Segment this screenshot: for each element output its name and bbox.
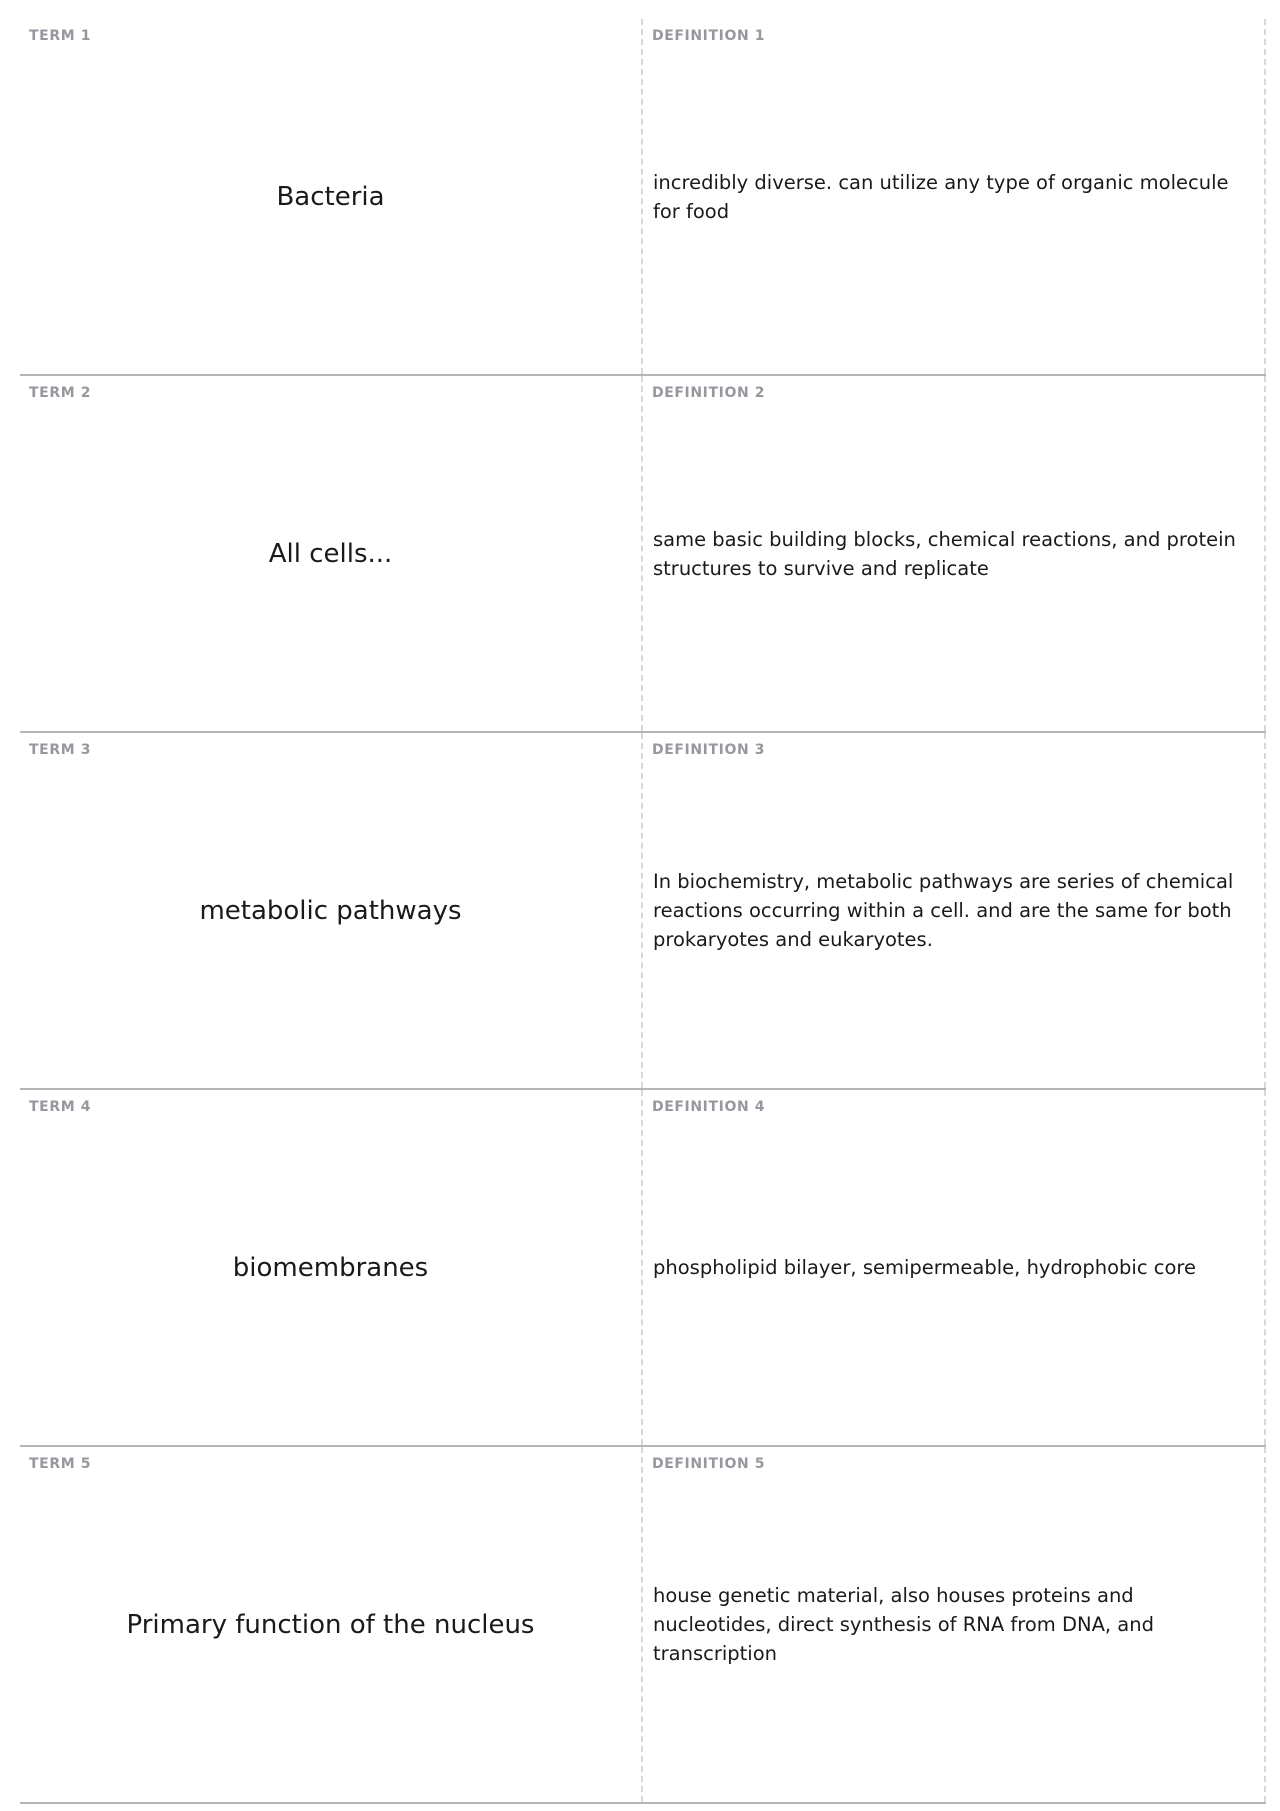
definition-label: DEFINITION 3 xyxy=(652,742,766,758)
term-text: metabolic pathways xyxy=(199,895,462,926)
term-text: All cells... xyxy=(268,538,393,569)
term-label: TERM 2 xyxy=(29,385,92,401)
term-cell xyxy=(20,19,643,374)
term-cell xyxy=(20,376,643,731)
definition-cell xyxy=(643,1447,1266,1802)
flashcard-sheet xyxy=(20,19,1266,1804)
definition-cell xyxy=(643,1090,1266,1445)
definition-text: same basic building blocks, chemical reactions, and protein structures to survive and replicate xyxy=(653,527,1236,580)
term-label: TERM 5 xyxy=(29,1456,92,1472)
definition-text: phospholipid bilayer, semipermeable, hydrophobic core xyxy=(653,1256,1196,1279)
term-text: Bacteria xyxy=(276,181,385,212)
flashcard-row xyxy=(20,376,1266,733)
term-cell xyxy=(20,1447,643,1802)
definition-text: house genetic material, also houses proteins and nucleotides, direct synthesis of RNA from DNA, and transcription xyxy=(653,1584,1154,1665)
term-label: TERM 1 xyxy=(29,28,92,44)
flashcard-row xyxy=(20,1447,1266,1804)
flashcard-row xyxy=(20,733,1266,1090)
definition-cell xyxy=(643,19,1266,374)
definition-text: In biochemistry, metabolic pathways are series of chemical reactions occurring within a cell. and are the same for both prokaryotes and eukaryotes. xyxy=(653,870,1234,951)
term-cell xyxy=(20,733,643,1088)
flashcard-row xyxy=(20,19,1266,376)
definition-text: incredibly diverse. can utilize any type of organic molecule for food xyxy=(653,170,1229,223)
definition-cell xyxy=(643,376,1266,731)
definition-label: DEFINITION 2 xyxy=(652,385,766,401)
definition-cell xyxy=(643,733,1266,1088)
term-text: Primary function of the nucleus xyxy=(126,1609,535,1640)
definition-label: DEFINITION 5 xyxy=(652,1456,766,1472)
term-label: TERM 4 xyxy=(29,1099,92,1115)
flashcard-row xyxy=(20,1090,1266,1447)
definition-label: DEFINITION 1 xyxy=(652,28,766,44)
term-cell xyxy=(20,1090,643,1445)
definition-label: DEFINITION 4 xyxy=(652,1099,766,1115)
term-label: TERM 3 xyxy=(29,742,92,758)
term-text: biomembranes xyxy=(232,1252,429,1283)
